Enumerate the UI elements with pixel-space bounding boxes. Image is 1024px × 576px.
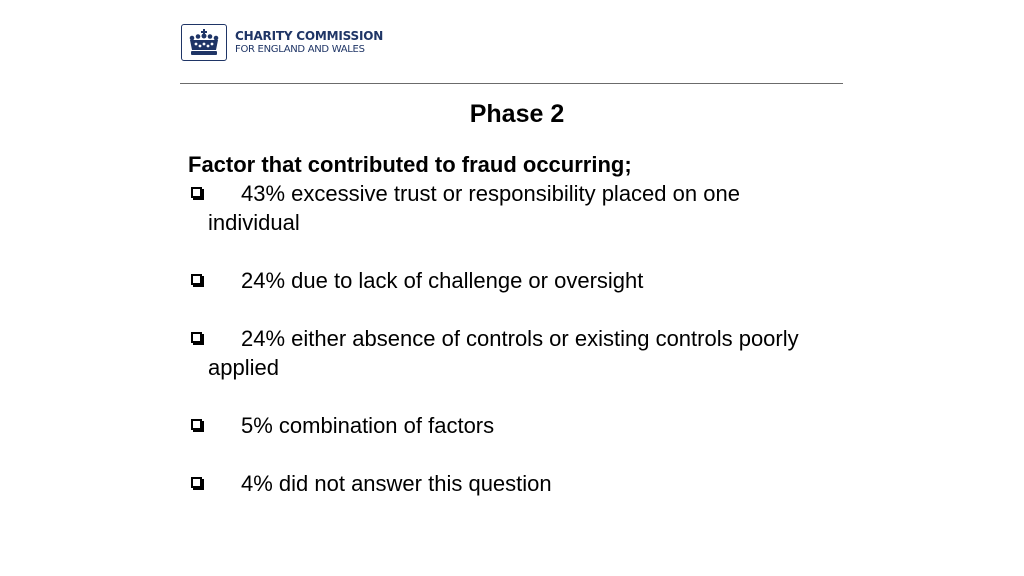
list-item-text: 5% combination of factors: [241, 413, 495, 438]
checkbox-icon: [191, 187, 202, 198]
factor-list: [188, 179, 828, 498]
list-item: [188, 266, 828, 295]
list-item: [188, 324, 828, 382]
checkbox-icon: [191, 274, 202, 285]
slide-title: Phase 2: [469, 100, 565, 128]
crown-icon: [181, 24, 227, 61]
list-item: [188, 179, 828, 237]
list-item-text: 4% did not answer this question: [241, 471, 552, 496]
list-item: [188, 469, 828, 498]
logo-text: [235, 30, 383, 56]
slide-content: [188, 150, 828, 498]
list-item-text: 24% either absence of controls or existing controls poorly applied: [208, 326, 799, 380]
header-divider: [180, 83, 843, 84]
checkbox-icon: [191, 332, 202, 343]
checkbox-icon: [191, 419, 202, 430]
checkbox-icon: [191, 477, 202, 488]
list-item: [188, 411, 828, 440]
list-item-text: 43% excessive trust or responsibility placed on one individual: [208, 181, 740, 235]
logo-line-2: FOR ENGLAND AND WALES: [235, 43, 365, 55]
slide-heading: Factor that contributed to fraud occurring;: [188, 152, 632, 177]
logo-line-1: CHARITY COMMISSION: [235, 28, 384, 43]
charity-commission-logo: [181, 24, 383, 61]
list-item-text: 24% due to lack of challenge or oversight: [241, 268, 644, 293]
